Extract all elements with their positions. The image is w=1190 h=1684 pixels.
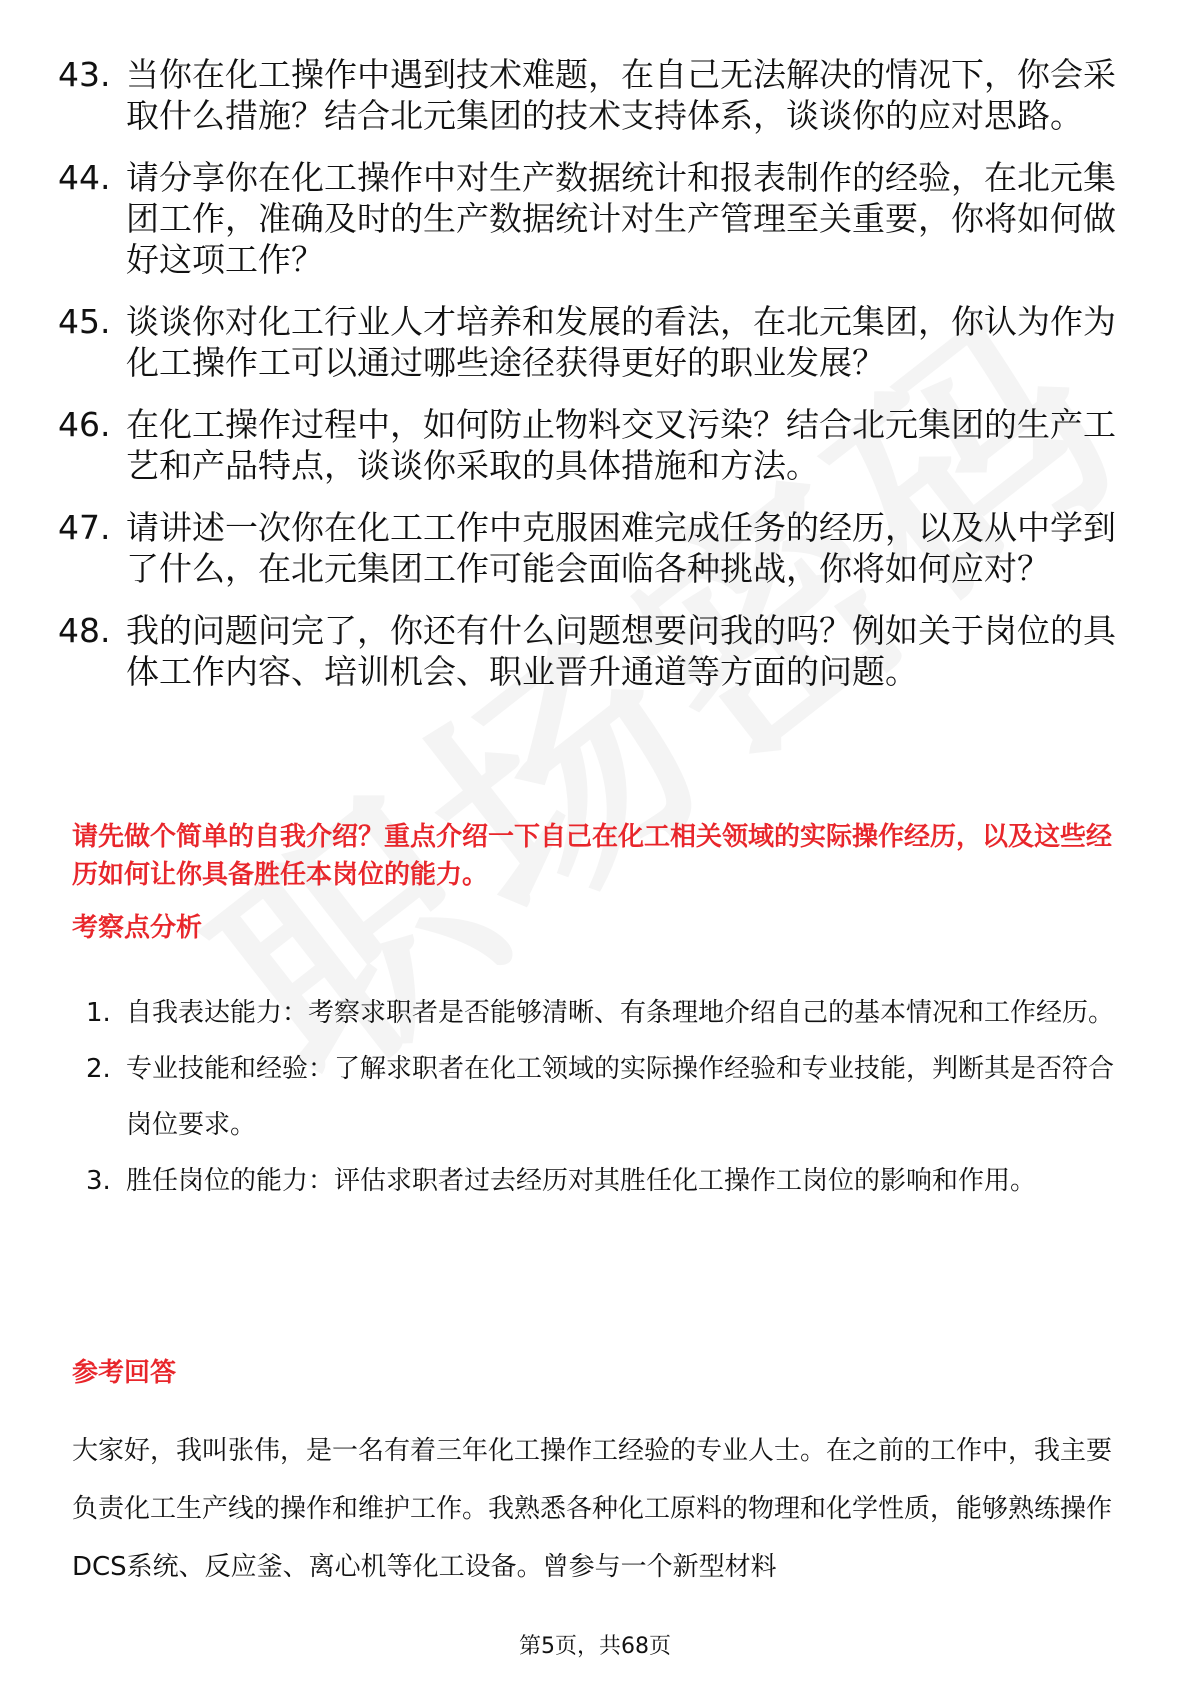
question-text: 请分享你在化工操作中对生产数据统计和报表制作的经验，在北元集团工作，准确及时的生产数据统计对生产管理至关重要，你将如何做好这项工作？ <box>126 158 1116 279</box>
list-item <box>58 507 1118 589</box>
point-number: 3. <box>86 1166 111 1196</box>
list-item <box>58 404 1118 486</box>
list-item <box>58 157 1118 280</box>
question-number: 44. <box>58 158 111 197</box>
page-footer: 第5页，共68页 <box>519 1634 671 1659</box>
list-item <box>86 1153 1126 1209</box>
question-number: 46. <box>58 405 111 444</box>
question-text: 当你在化工操作中遇到技术难题，在自己无法解决的情况下，你会采取什么措施？结合北元集团的技术支持体系，谈谈你的应对思路。 <box>126 55 1116 135</box>
featured-question: 请先做个简单的自我介绍？重点介绍一下自己在化工相关领域的实际操作经历，以及这些经历如何让你具备胜任本岗位的能力。 <box>72 822 1113 890</box>
point-text: 胜任岗位的能力：评估求职者过去经历对其胜任化工操作工岗位的影响和作用。 <box>126 1166 1037 1196</box>
list-item <box>58 301 1118 383</box>
analysis-list <box>86 985 1126 1209</box>
point-text: 自我表达能力：考察求职者是否能够清晰、有条理地介绍自己的基本情况和工作经历。 <box>126 998 1115 1028</box>
point-number: 2. <box>86 1054 111 1084</box>
question-text: 在化工操作过程中，如何防止物料交叉污染？结合北元集团的生产工艺和产品特点，谈谈你采取的具体措施和方法。 <box>126 405 1116 485</box>
question-number: 48. <box>58 611 111 650</box>
analysis-label: 考察点分析 <box>72 913 203 943</box>
answer-paragraph: 大家好，我叫张伟，是一名有着三年化工操作工经验的专业人士。在之前的工作中，我主要负责化工生产线的操作和维护工作。我熟悉各种化工原料的物理和化学性质，能够熟练操作DCS系统、反应釜、离心机等化工设备。曾参与一个新型材料 <box>72 1436 1113 1582</box>
question-number: 47. <box>58 508 111 547</box>
point-number: 1. <box>86 998 111 1028</box>
point-text: 专业技能和经验：了解求职者在化工领域的实际操作经验和专业技能，判断其是否符合岗位要求。 <box>126 1054 1115 1140</box>
answer-label: 参考回答 <box>72 1358 177 1388</box>
list-item <box>86 985 1126 1041</box>
question-text: 我的问题问完了，你还有什么问题想要问我的吗？例如关于岗位的具体工作内容、培训机会、职业晋升通道等方面的问题。 <box>126 611 1116 691</box>
list-item <box>58 54 1118 136</box>
list-item <box>86 1041 1126 1153</box>
question-text: 请讲述一次你在化工工作中克服困难完成任务的经历，以及从中学到了什么，在北元集团工作可能会面临各种挑战，你将如何应对？ <box>126 508 1116 588</box>
question-number: 45. <box>58 302 111 341</box>
question-text: 谈谈你对化工行业人才培养和发展的看法，在北元集团，你认为作为化工操作工可以通过哪些途径获得更好的职业发展？ <box>126 302 1116 382</box>
question-number: 43. <box>58 55 111 94</box>
question-list <box>58 54 1118 713</box>
list-item <box>58 610 1118 692</box>
